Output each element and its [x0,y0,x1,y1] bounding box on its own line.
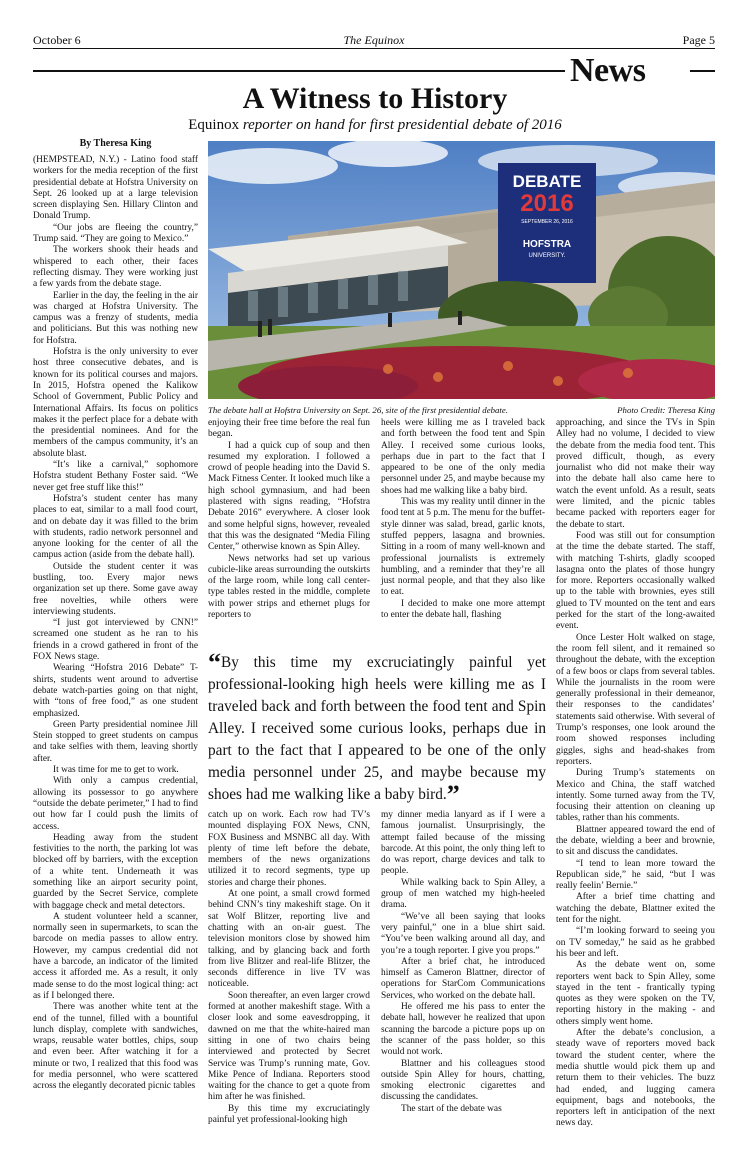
pull-quote-text: By this time my excruciatingly painful yet professional-looking high heels were killing me as I traveled back and forth between the food tent and Spin Alley. I received some curious looks, perhaps due in part to the fact that I appeared to be one of the only media personnel under 25, and maybe because my shoes had me walking like a baby bird. [208,654,546,803]
banner-line-2: 2016 [520,190,574,217]
subhead-paper-name: Equinox [188,117,240,133]
paragraph: heels were killing me as I traveled back and forth between the food tent and Spin Alley. I received some curious looks, perhaps due in part to the fact that I appeared to be one of the only media personnel under 25, and maybe because my shoes had me walking like a baby bird. [381,418,545,496]
caption-text: The debate hall at Hofstra University on Sept. 26, site of the first presidential debate. [208,405,508,415]
paragraph: “Our jobs are fleeing the country,” Trump said. “They are going to Mexico.” [33,222,198,245]
paragraph: “I just got interviewed by CNN!” screamed one student as he ran to his friends in a crowd gathered in front of the FOX News stage. [33,618,198,663]
paragraph: (HEMPSTEAD, N.Y.) - Latino food staff workers for the media reception of the first presidential debate at Hofstra University on Sept. 26 looked up at a large television screen displaying Sen. Hillary Clinton and Donald Trump. [33,155,198,222]
section-rule-left [33,70,565,72]
paragraph: Food was still out for consumption at the time the debate started. The staff, with matching T-shirts, gladly scooped lasagna onto the plates of those hungry for more. Reporters occasionally walked up to the table with brownies, eyes still glued to TV mounted on the tent and ears perked for the start of the long-awaited event. [556,530,715,632]
paragraph: “We’ve all been saying that looks very painful,” one in a blue shirt said. “You’ve been walking around all day, and you’re a tough reporter. I give you props.” [381,911,545,956]
paragraph: The start of the debate was [401,1103,502,1114]
paragraph: The workers shook their heads and whispered to each other, their faces reflecting dismay. They were working just a few yards from the debate stage. [33,245,198,290]
paragraph: Once Lester Holt walked on stage, the room fell silent, and it remained so throughout the debate, with the exception of a few boos or claps from several tables. While the journalists in the room were generally professional in their demeanor, their responses to the candidates’ statements said otherwise. With several of Trump’s responses, one look around the room showed responses including giggles, sighs and head-shakes from reporters. [556,632,715,767]
paragraph: enjoying their free time before the real fun began. [208,418,370,440]
page-number: Page 5 [682,33,715,47]
paragraph: “I’m looking forward to seeing you on TV someday,” he said as he grabbed his beer and left. [556,926,715,959]
paragraph: There was another white tent at the end of the tunnel, filled with a bountiful lunch display, complete with sandwiches, wraps, reusable water bottles, chips, soup and even beer. After watching it for a minute or two, I realized that this food was for media personnel, who were scattered across the elegantly decorated picnic tables [33,1002,198,1092]
article-photo [208,141,715,399]
paragraph: A student volunteer held a scanner, normally seen in supermarkets, to scan the barcode on media passes to allow entry. However, my campus credential did not have a barcode, an indicator of the limited access it afforded me. As a result, it only made sense to do the most logical thing: act as if I belonged there. [33,911,198,1001]
page-header [33,33,715,49]
photo-caption [208,405,715,415]
paragraph: my dinner media lanyard as if I were a famous journalist. Unsurprisingly, the attempt failed because of the missing barcode. At this point, the only thing left to do was report, charge devices and talk to people. [381,810,545,877]
paragraph: With only a campus credential, allowing its possessor to go anywhere “outside the debate perimeter,” I had to find out how far I could push the limits of access. [33,776,198,832]
header-rule [33,48,715,49]
paragraph: It was time for me to get to work. [53,765,179,776]
debate-hall-photo [208,141,715,399]
paragraph: During Trump’s statements on Mexico and China, the staff watched intently. Some turned away from the TV, focusing their attention on cleaning up tables, rather than his comments. [556,768,715,824]
paragraph: Soon thereafter, an even larger crowd formed at another makeshift stage. With a closer look and some eavesdropping, it dawned on me that the white-haired man sitting in one of two chairs being interviewed and protected by Secret Service was Trump’s running mate, Gov. Mike Pence of Indiana. Reporters stood waiting for the chance to get a quote from him after he was finished. [208,990,370,1103]
headline: A Witness to History [242,82,508,115]
paragraph: Blattner appeared toward the end of the debate, wielding a beer and brownie, to sit and discuss the candidates. [556,824,715,858]
byline: By Theresa King [79,138,152,149]
pull-quote [208,648,546,809]
paragraph: catch up on work. Each row had TV’s mounted displaying FOX News, CNN, FOX Business and MSNBC all day. With plenty of time left before the debate, members of the news organizations utilized it to record segments, type up stories and charge their phones. [208,810,370,888]
paragraph: After a brief time chatting and watching the debate, Blattner exited the tent for the night. [556,892,715,926]
paragraph: I decided to make one more attempt to enter the debate hall, flashing [381,598,545,621]
paragraph: After the debate’s conclusion, a steady wave of reporters moved back toward the student center, where the media shuttle would pick them up and return them to their vehicles. The buzz had ended, and lugging camera equipment, bags and notebooks, the reporters left in anticipation of the next news day. [556,1028,715,1129]
banner-date: SEPTEMBER 26, 2016 [521,219,573,225]
article-column-1 [33,155,198,1093]
issue-date: October 6 [33,33,81,47]
paragraph: As the debate went on, some reporters went back to Spin Alley, some stayed in the tent - frantically typing quotes as they were spoken on the TV, reporting history in the making - and others simply went home. [556,960,715,1027]
paragraph: He offered me his pass to enter the debate hall, however he realized that upon scanning the barcode a picture pops up on the scanner of the pass holder, so this would not work. [381,1002,545,1058]
paragraph: approaching, and since the TVs in Spin Alley had no volume, I decided to view the debate from the media food tent. This proved difficult, though, as every journalist who did not make their way into the debate hall also came here to watch the event unfold. As a result, seats were limited, and the picnic tables became packed with reporters eager for the debate to start. [556,418,715,530]
open-quote-mark: “ [208,648,221,677]
paragraph: This was my reality until dinner in the food tent at 5 p.m. The menu for the buffet-style dinner was salad, bread, garlic knots, stuffed peppers, lasagna and brownies. Sitting in a room of many well-known and professional journalists is extremely humbling, and a reminder that they’re all just normal people, and that they also like to eat. [381,497,545,598]
paragraph: At one point, a small crowd formed behind CNN’s tiny makeshift stage. On it sat Wolf Blitzer, reporting live and chatting with an on-air guest. The television monitors close by showed him talking, and by glancing back and forth from live Blitzer and real-life Blitzer, the seconds difference in live TV was noticeable. [208,889,370,990]
paragraph: After a brief chat, he introduced himself as Cameron Blattner, director of operations for StarCom Communications Services, who worked on the debate hall. [381,956,545,1001]
paragraph: Earlier in the day, the feeling in the air was charged at Hofstra University. The campus was a frenzy of students, media and politicians. But this was nothing new for Hofstra. [33,290,198,346]
paragraph: Wearing “Hofstra 2016 Debate” T-shirts, students went around to advertise debate watch-parties going on that night, with “tons of free food,” as one student emphasized. [33,663,198,719]
paragraph: Hofstra’s student center has many places to eat, similar to a mall food court, and on debate day it was filled to the brim with students, radio network personnel and anyone looking for the center of all the campus action (aside from the debate hall). [33,493,198,561]
subheadline [150,117,600,134]
banner-line-1: DEBATE [512,172,582,191]
paragraph: Heading away from the student festivities to the north, the parking lot was blocked off by barriers, with the exception of a white tent. Underneath it was something like an airport security point, guarded by the Secret Service, complete with baggage check and metal detectors. [33,832,198,911]
paragraph: Outside the student center it was bustling, too. Every major news organization set up there. Some gave away free novelties, while others were interviewing students. [33,561,198,617]
paragraph: News networks had set up various cubicle-like areas surrounding the outskirts of the large room, while long call center-type tables rested in the middle, complete with power strips and ethernet plugs for reporters to [208,553,370,621]
article-column-3-bottom [381,810,545,1115]
paragraph: Blattner and his colleagues stood outside Spin Alley for hours, chatting, smoking electronic cigarettes and discussing the candidates. [381,1058,545,1103]
paragraph: “It’s like a carnival,” sophomore Hofstra student Bethany Foster said. “We never get free stuff like this!” [33,460,198,493]
section-title: News [570,52,646,89]
close-quote-mark: ” [446,780,460,809]
paragraph: By this time my excruciatingly painful yet professional-looking high [208,1103,370,1126]
article-column-2-bottom [208,810,370,1126]
subhead-text: reporter on hand for first presidential debate of 2016 [239,117,562,133]
paragraph: While walking back to Spin Alley, a group of men watched my high-heeled drama. [381,877,545,911]
section-rule-right [690,70,715,72]
article-column-3-top [381,418,545,621]
paragraph: I had a quick cup of soup and then resumed my exploration. I followed a crowd of people heading into the David S. Mack Fitness Center. It looked much like a high school gymnasium, and had been plastered with signs reading, “Hofstra Debate 2016” everywhere. A closer look and some helpful signs, however, revealed that this was the designated “Media Filing Center,” otherwise known as Spin Alley. [208,440,370,553]
banner-org-1: HOFSTRA [522,239,572,250]
paragraph: Hofstra is the only university to ever host three consecutive debates, and is known for its political courses and majors. In 2015, Hofstra opened the Kalikow School of Government, Public Policy and International Affairs. Its focus on politics makes it the perfect place for a debate with the presidential nominees. And for the members of the campus community, it’s an absolute blast. [33,347,198,459]
paragraph: “I tend to lean more toward the Republican side,” he said, “but I was really feelin’ Bernie.” [556,858,715,892]
paragraph: Green Party presidential nominee Jill Stein stopped to greet students on campus and take selfies with them, leaving shortly after. [33,719,198,764]
newspaper-name: The Equinox [343,33,405,47]
photo-credit: Photo Credit: Theresa King [617,405,715,415]
article-column-4 [556,418,715,1130]
article-column-2-top [208,418,370,621]
banner-org-2: UNIVERSITY. [528,253,566,259]
